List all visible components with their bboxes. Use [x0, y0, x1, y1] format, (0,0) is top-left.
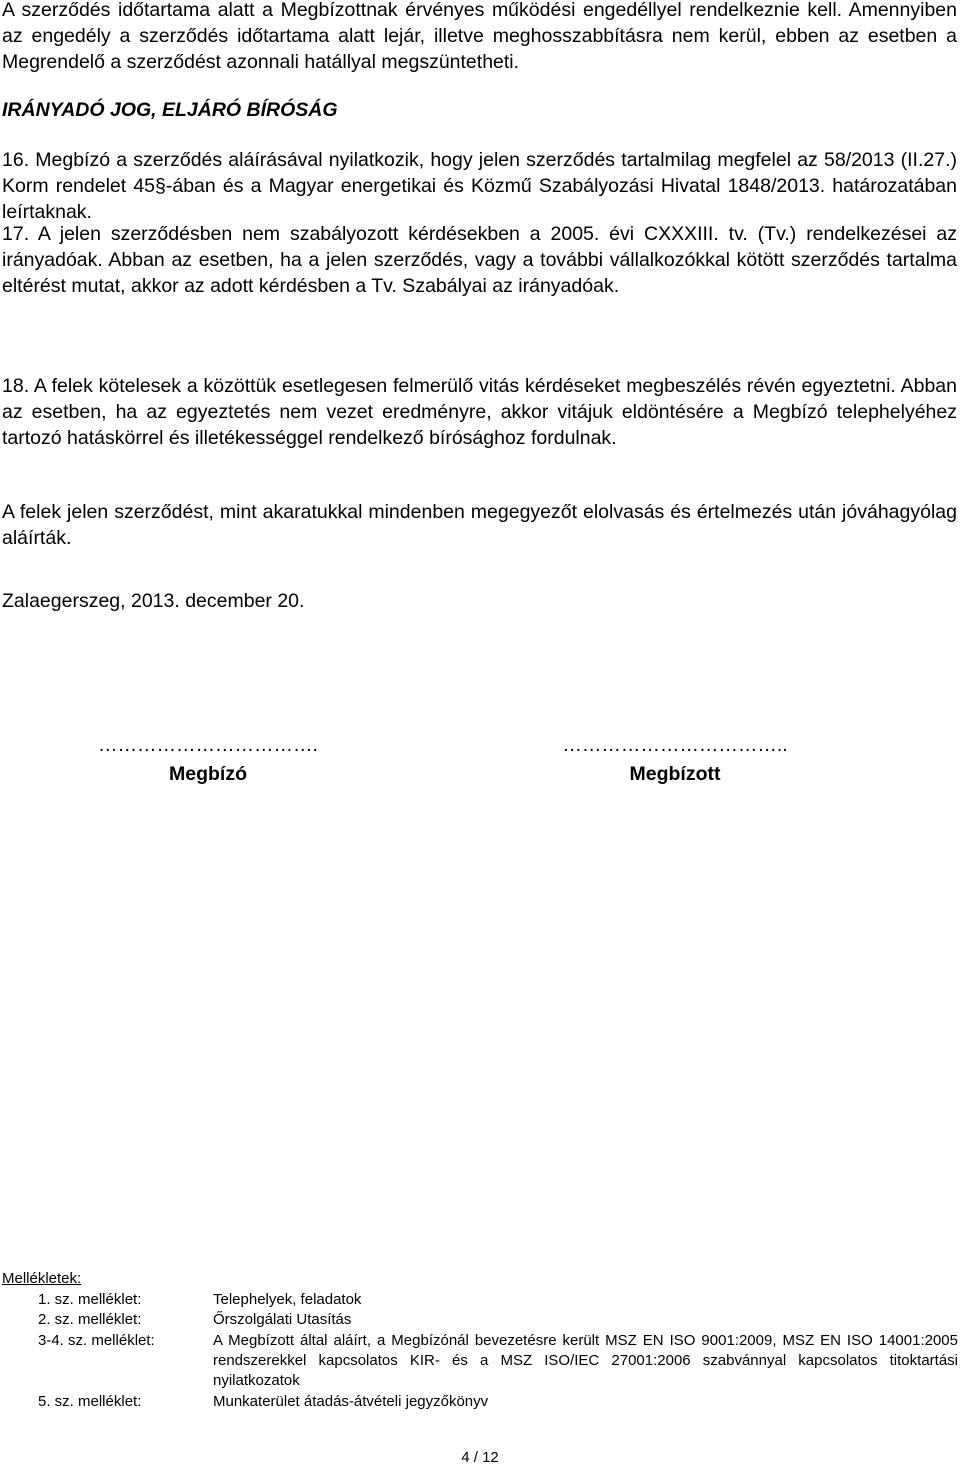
annex-label: 1. sz. melléklet:: [38, 1291, 142, 1308]
annex-text: Munkaterület átadás-átvételi jegyzőkönyv: [213, 1393, 489, 1410]
intro-paragraph: A szerződés időtartama alatt a Megbízottnak érvényes működési engedéllyel rendelkeznie kell. Amennyiben az engedély a szerződés időtartama alatt lejár, illetve meghosszabbításra nem kerül, ebben az esetben a Megrendelő a szerződést azonnali hatállyal megszüntetheti.: [2, 0, 957, 73]
annexes-title: Mellékletek:: [2, 1270, 82, 1287]
annex-text: Őrszolgálati Utasítás: [213, 1311, 352, 1328]
clause-16: 16. Megbízó a szerződés aláírásával nyilatkozik, hogy jelen szerződés tartalmilag megfelel az 58/2013 (II.27.) Korm rendelet 45§-ában és a Magyar energetikai és Közmű Szabályozási Hivatal 1848/2013. határozatában leírtaknak.: [2, 149, 957, 223]
annex-label: 2. sz. melléklet:: [38, 1311, 142, 1328]
signature-block-contractor: [505, 733, 845, 787]
closing-paragraph: A felek jelen szerződést, mint akaratukkal mindenben megegyezőt elolvasás és értelmezés után jóváhagyólag aláírták.: [2, 501, 957, 549]
signature-block-client: [38, 733, 378, 787]
place-date: Zalaegerszeg, 2013. december 20.: [2, 590, 305, 612]
clause-17: 17. A jelen szerződésben nem szabályozott kérdésekben a 2005. évi CXXXIII. tv. (Tv.) rendelkezései az irányadóak. Abban az esetben, ha a jelen szerződés, vagy a további vállalkozókkal kötött szerződés tartalma eltérést mutat, akkor az adott kérdésben a Tv. Szabályai az irányadóak.: [2, 223, 957, 297]
section-heading: IRÁNYADÓ JOG, ELJÁRÓ BÍRÓSÁG: [2, 99, 338, 121]
clause-18: 18. A felek kötelesek a közöttük esetlegesen felmerülő vitás kérdéseket megbeszélés révén egyeztetni. Abban az esetben, ha az egyeztetés nem vezet eredményre, akkor vitájuk eldöntésére a Megbízó telephelyéhez tartozó hatáskörrel és illetékességgel rendelkező bírósághoz fordulnak.: [2, 375, 957, 449]
annex-text: Telephelyek, feladatok: [213, 1291, 362, 1308]
annex-label: 5. sz. melléklet:: [38, 1393, 142, 1410]
page-number: 4 / 12: [461, 1449, 499, 1466]
annex-text: A Megbízott által aláírt, a Megbízónál bevezetésre került MSZ EN ISO 9001:2009, MSZ EN ISO 14001:2005 rendszerekkel kapcsolatos KIR- és a MSZ ISO/IEC 27001:2006 szabvánnyal kapcsolatos titoktartási nyilatkozatok: [213, 1332, 958, 1389]
annex-label: 3-4. sz. melléklet:: [38, 1332, 155, 1349]
signature-line: …………………………….: [98, 734, 318, 756]
signature-role: Megbízó: [169, 763, 247, 785]
signature-role: Megbízott: [629, 763, 721, 785]
signature-line: ……………………………..: [562, 734, 788, 756]
